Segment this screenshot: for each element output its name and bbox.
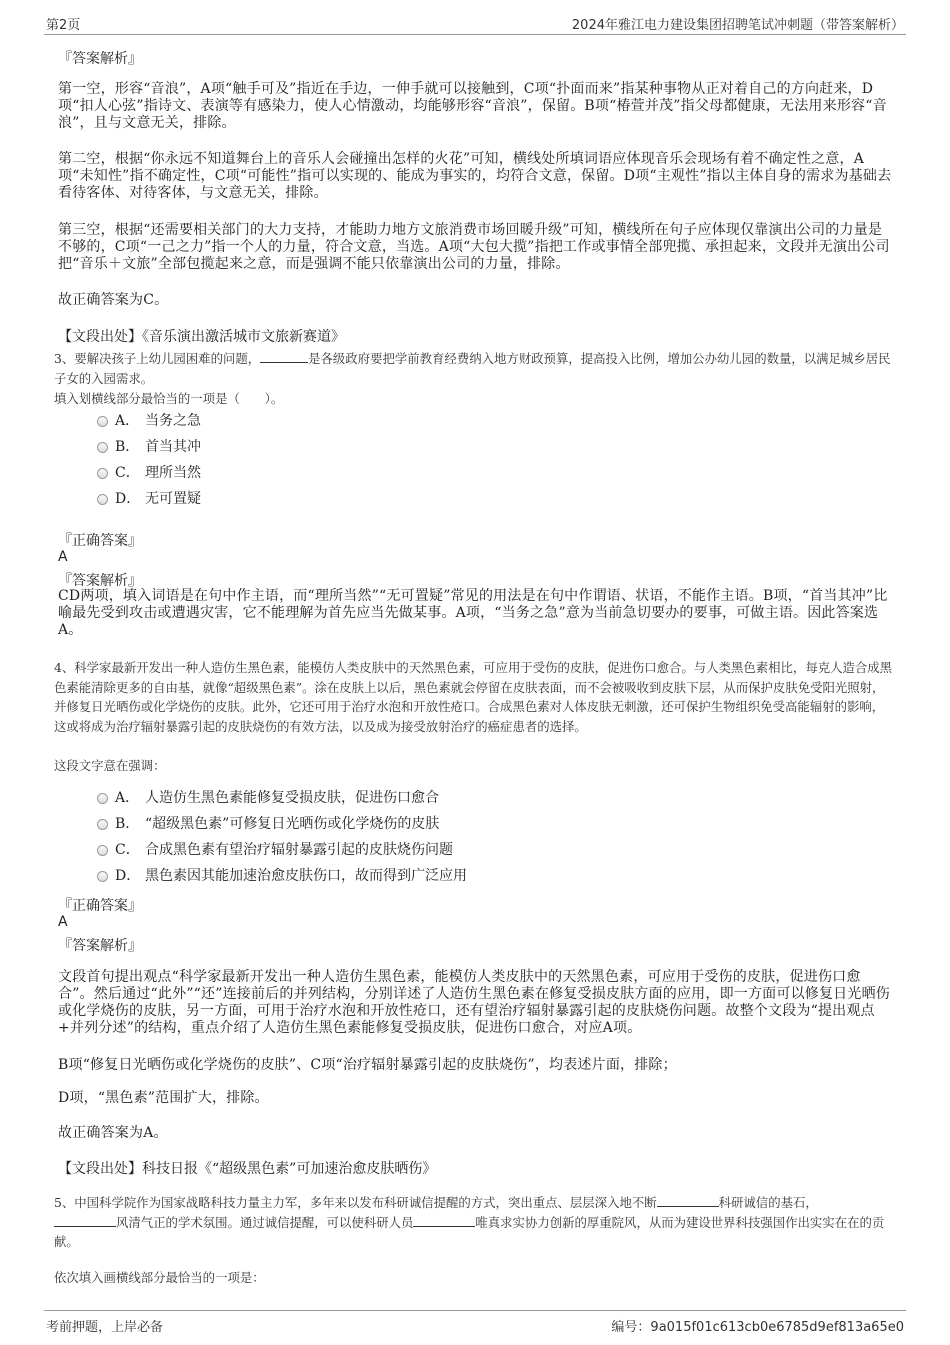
question-5-prompt: 依次填入画横线部分最恰当的一项是：	[54, 1270, 265, 1285]
q3-analysis: CD两项，填入词语是在句中作主语，而“理所当然”“无可置疑”常见的用法是在句中作谓语、状语，不能作主语。B项，“首当其冲”比喻最先受到攻击或遭遇灾害，它不能理解为首先应当先做某事。A项，“当务之急”意为当前急切要办的要事，可做主语。因此答案选A。	[58, 588, 888, 638]
fill-blank	[54, 1214, 116, 1227]
page-footer	[44, 1310, 906, 1335]
radio-button[interactable]	[97, 468, 108, 479]
correct-answer: A	[58, 549, 68, 565]
page-header	[44, 12, 906, 35]
question-4-stem: 4、科学家最新开发出一种人造仿生黑色素，能模仿人类皮肤中的天然黑色素，可应用于受伤的皮肤，促进伤口愈合。与人类黑色素相比，每克人造合成黑色素能清除更多的自由基，就像“超级黑色素”。涂在皮肤上以后，黑色素就会停留在皮肤表面，而不会被吸收到皮肤下层，从而保护皮肤免受阳光照射，并修复日光晒伤或化学烧伤的皮肤。此外，它还可用于治疗水泡和开放性疮口。合成黑色素对人体皮肤无刺激，还可保护生物组织免受高能辐射的影响，这或将成为治疗辐射暴露引起的皮肤烧伤的有效方法，以及成为接受放射治疗的癌症患者的选择。	[54, 660, 893, 734]
q4-analysis-conclusion: 故正确答案为A。	[58, 1125, 168, 1141]
radio-button[interactable]	[97, 819, 108, 830]
fill-blank	[657, 1194, 719, 1207]
radio-button[interactable]	[97, 793, 108, 804]
analysis-paragraph-2: 第二空，根据“你永远不知道舞台上的音乐人会碰撞出怎样的火花”可知，横线处所填词语应体现音乐会现场有着不确定性之意，A项“未知性”指不确定性，C项“可能性”指可以实现的、能成为事实的，均符合文意，保留。D项“主观性”指以主体自身的需求为基础去看待客体、对待客体，与文意无关，排除。	[58, 151, 892, 201]
analysis-conclusion: 故正确答案为C。	[58, 292, 169, 308]
analysis-label: 『答案解析』	[58, 51, 142, 67]
document-title: 2024年雅江电力建设集团招聘笔试冲刺题（带答案解析）	[571, 18, 904, 33]
question-3-stem: 3、要解决孩子上幼儿园困难的问题， 是各级政府要把学前教育经费纳入地方财政预算，提高投入比例，增加公办幼儿园的数量，以满足城乡居民子女的入园需求。	[54, 351, 891, 386]
q4-analysis-paragraph-2: B项“修复日光晒伤或化学烧伤的皮肤”、C项“治疗辐射暴露引起的皮肤烧伤”，均表述片面，排除；	[58, 1057, 677, 1073]
fill-blank	[413, 1214, 475, 1227]
radio-button[interactable]	[97, 494, 108, 505]
correct-answer-label: 『正确答案』	[58, 533, 142, 549]
passage-source: 【文段出处】科技日报《“超级黑色素”可加速治愈皮肤晒伤》	[58, 1161, 437, 1177]
q4-analysis-paragraph-3: D项，“黑色素”范围扩大，排除。	[58, 1090, 269, 1106]
footer-slogan: 考前押题，上岸必备	[46, 1320, 164, 1335]
correct-answer-label: 『正确答案』	[58, 898, 142, 914]
analysis-label: 『答案解析』	[58, 938, 142, 954]
passage-source: 【文段出处】《音乐演出激活城市文旅新赛道》	[58, 329, 345, 345]
document-id: 编号：9a015f01c613cb0e6785d9ef813a65e0	[611, 1320, 904, 1335]
radio-button[interactable]	[97, 442, 108, 453]
radio-button[interactable]	[97, 845, 108, 856]
correct-answer: A	[58, 914, 68, 930]
analysis-paragraph-1: 第一空，形容“音浪”，A项“触手可及”指近在手边，一伸手就可以接触到，C项“扑面而来”指某种事物从正对着自己的方向赶来，D项“扣人心弦”指诗文、表演等有感染力，使人心情激动，均能够形容“音浪”，保留。B项“椿萱并茂”指父母都健康，无法用来形容“音浪”，且与文意无关，排除。	[58, 81, 887, 131]
question-3-prompt: 填入划横线部分最恰当的一项是（ ）。	[54, 391, 284, 406]
question-5-stem: 5、中国科学院作为国家战略科技力量主力军，多年来以发布科研诚信提醒的方式，突出重点、层层深入地不断 科研诚信的基石， 风清气正的学术氛围。通过诚信提醒，可以使科研人员 唯真求实协力创新的厚重院风，从而为建设世界科技强国作出实实在在的贡献。	[54, 1195, 885, 1249]
analysis-paragraph-3: 第三空，根据“还需要相关部门的大力支持，才能助力地方文旅消费市场回暖升级”可知，横线所在句子应体现仅靠演出公司的力量是不够的，C项“一己之力”指一个人的力量，符合文意，当选。A项“大包大揽”指把工作或事情全部兜揽、承担起来，文段并无演出公司把“音乐＋文旅”全部包揽起来之意，而是强调不能只依靠演出公司的力量，排除。	[58, 222, 890, 272]
fill-blank	[260, 350, 308, 363]
radio-button[interactable]	[97, 416, 108, 427]
analysis-label: 『答案解析』	[58, 573, 142, 589]
page-number: 第2页	[46, 18, 81, 33]
q4-analysis-paragraph-1: 文段首句提出观点“科学家最新开发出一种人造仿生黑色素，能模仿人类皮肤中的天然黑色素，可应用于受伤的皮肤，促进伤口愈合”。然后通过“此外”“还”连接前后的并列结构，分别详述了人造仿生黑色素在修复受损皮肤方面的应用，即一方面可以修复日光晒伤或化学烧伤的皮肤，另一方面，可用于治疗水泡和开放性疮口，还有望治疗辐射暴露引起的皮肤烧伤问题。故整个文段为“提出观点+并列分述”的结构，重点介绍了人造仿生黑色素能修复受损皮肤，促进伤口愈合，对应A项。	[58, 969, 890, 1036]
question-4-prompt: 这段文字意在强调：	[54, 758, 166, 773]
radio-button[interactable]	[97, 871, 108, 882]
